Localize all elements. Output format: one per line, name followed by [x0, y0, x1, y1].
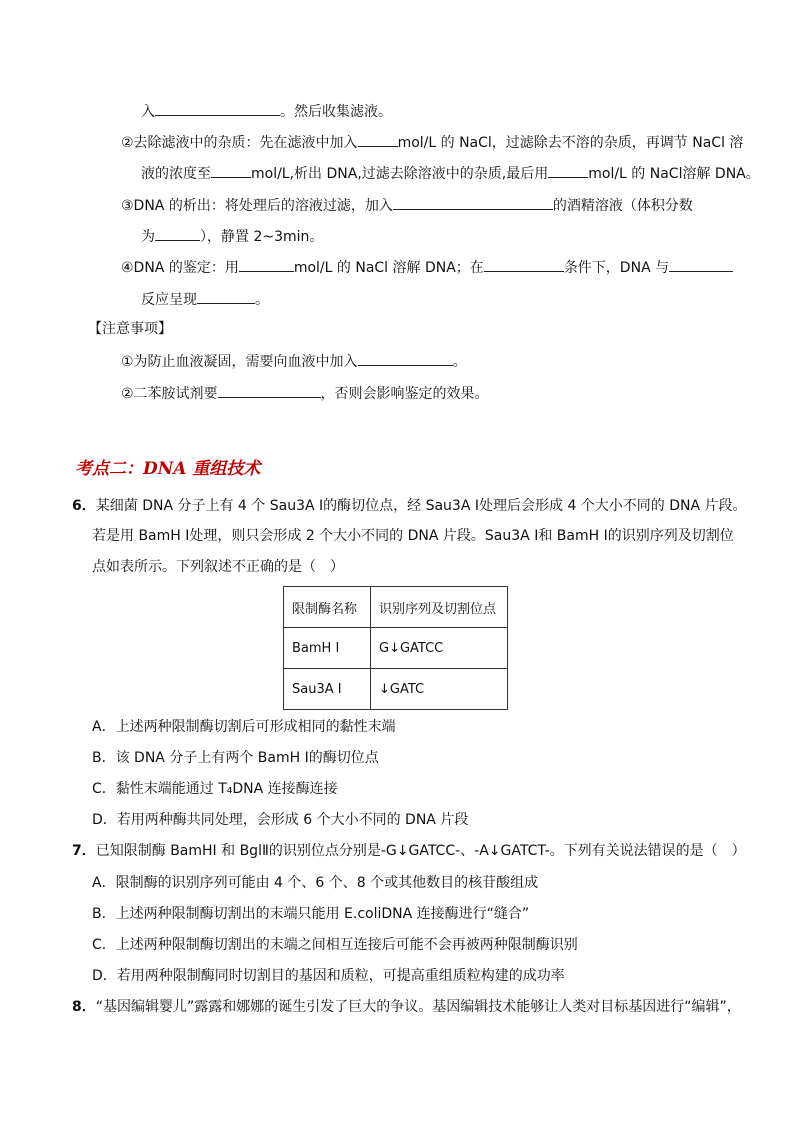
- blank-field[interactable]: [211, 162, 251, 178]
- q6-option-a[interactable]: A．上述两种限制酶切割后可形成相同的黏性末端: [92, 719, 396, 735]
- blank-field[interactable]: [548, 162, 588, 178]
- blank-field[interactable]: [218, 382, 321, 398]
- q7-stem: [72, 841, 746, 861]
- table-header-cell: 识别序列及切割位点: [371, 587, 508, 628]
- text: ），静置 2~3min。: [200, 229, 324, 245]
- step4-line2: [141, 288, 269, 310]
- blank-field[interactable]: [484, 256, 564, 272]
- text: ，否则会影响鉴定的效果。: [320, 386, 489, 402]
- table-row: [284, 628, 508, 669]
- table-header-row: [284, 587, 508, 628]
- text: 条件下，DNA 与: [563, 260, 670, 276]
- blank-field[interactable]: [669, 256, 733, 272]
- text: 反应呈现: [141, 292, 197, 308]
- notes-heading: 【注意事项】: [88, 321, 172, 337]
- blank-field[interactable]: [358, 350, 453, 366]
- note-2: [121, 382, 489, 404]
- q6-line2: 若是用 BamH Ⅰ处理，则只会形成 2 个大小不同的 DNA 片段。Sau3A Ⅰ和 BamH Ⅰ的识别序列及切割位: [92, 528, 734, 544]
- text: 的酒精溶液（体积分数: [552, 198, 693, 214]
- section-title: 考点二：DNA 重组技术: [75, 459, 261, 479]
- q8-stem: [72, 997, 741, 1017]
- text: 。: [255, 292, 269, 308]
- table-cell: BamH Ⅰ: [284, 628, 371, 669]
- text: mol/L,析出 DNA,过滤去除溶液中的杂质,最后用: [251, 166, 549, 182]
- question-text: 某细菌 DNA 分子上有 4 个 Sau3A Ⅰ的酶切位点，经 Sau3A Ⅰ处理后会形成 4 个大小不同的 DNA 片段。: [95, 498, 747, 514]
- text: 入: [141, 104, 155, 120]
- text: ④DNA 的鉴定：用: [121, 260, 239, 276]
- question-number: 8．: [72, 999, 96, 1015]
- question-number: 6．: [72, 498, 96, 514]
- table-cell: ↓GATC: [371, 669, 508, 710]
- q7-option-a[interactable]: A．限制酶的识别序列可能由 4 个、6 个、8 个或其他数目的核苷酸组成: [92, 875, 539, 891]
- table-cell: Sau3A Ⅰ: [284, 669, 371, 710]
- text: ②二苯胺试剂要: [121, 386, 218, 402]
- q7-option-d[interactable]: D．若用两种限制酶同时切割目的基因和质粒，可提高重组质粒构建的成功率: [92, 968, 565, 984]
- text: ③DNA 的析出：将处理后的溶液过滤，加入: [121, 198, 393, 214]
- text: 为: [141, 229, 155, 245]
- text: mol/L 的 NaCl，过滤除去不溶的杂质，再调节 NaCl 溶: [397, 135, 744, 151]
- blank-field[interactable]: [358, 131, 398, 147]
- step1-continuation: [141, 100, 392, 122]
- table-row: [284, 669, 508, 710]
- blank-field[interactable]: [393, 194, 553, 210]
- blank-field[interactable]: [197, 288, 255, 304]
- text: 。: [452, 354, 467, 370]
- text: mol/L 的 NaCl溶解 DNA。: [588, 166, 760, 182]
- question-number: 7．: [72, 843, 96, 859]
- question-text: 已知限制酶 BamHI 和 BglⅡ的识别位点分别是-G↓GATCC-、-A↓GATCT-。下列有关说法错误的是（ ）: [95, 843, 746, 859]
- q6-option-d[interactable]: D．若用两种酶共同处理，会形成 6 个大小不同的 DNA 片段: [92, 812, 469, 828]
- text: ②去除滤液中的杂质：先在滤液中加入: [121, 135, 358, 151]
- q6-option-b[interactable]: B．该 DNA 分子上有两个 BamH Ⅰ的酶切位点: [92, 750, 379, 766]
- blank-field[interactable]: [239, 256, 294, 272]
- q6-option-c[interactable]: C．黏性末端能通过 T₄DNA 连接酶连接: [92, 781, 338, 797]
- step2-line1: [121, 131, 743, 153]
- enzyme-table: [283, 586, 508, 710]
- q7-option-c[interactable]: C．上述两种限制酶切割出的末端之间相互连接后可能不会再被两种限制酶识别: [92, 937, 578, 953]
- note-1: [121, 350, 467, 372]
- blank-field[interactable]: [155, 100, 280, 116]
- text: 。然后收集滤液。: [280, 104, 392, 120]
- blank-field[interactable]: [155, 225, 200, 241]
- table-header-cell: 限制酶名称: [284, 587, 371, 628]
- step3-line1: [121, 194, 693, 216]
- q7-option-b[interactable]: B．上述两种限制酶切割出的末端只能用 E.coliDNA 连接酶进行“缝合”: [92, 906, 530, 922]
- text: ①为防止血液凝固，需要向血液中加入: [121, 354, 358, 370]
- q6-line1: [72, 496, 747, 516]
- table-cell: G↓GATCC: [371, 628, 508, 669]
- q6-line3: 点如表所示。下列叙述不正确的是（ ）: [92, 559, 344, 575]
- question-text: “基因编辑婴儿”露露和娜娜的诞生引发了巨大的争议。基因编辑技术能够让人类对目标基因进行“编辑”，: [95, 999, 741, 1015]
- text: mol/L 的 NaCl 溶解 DNA；在: [293, 260, 484, 276]
- step3-line2: [141, 225, 323, 247]
- text: 液的浓度至: [141, 166, 211, 182]
- step4-line1: [121, 256, 733, 278]
- step2-line2: [141, 162, 760, 184]
